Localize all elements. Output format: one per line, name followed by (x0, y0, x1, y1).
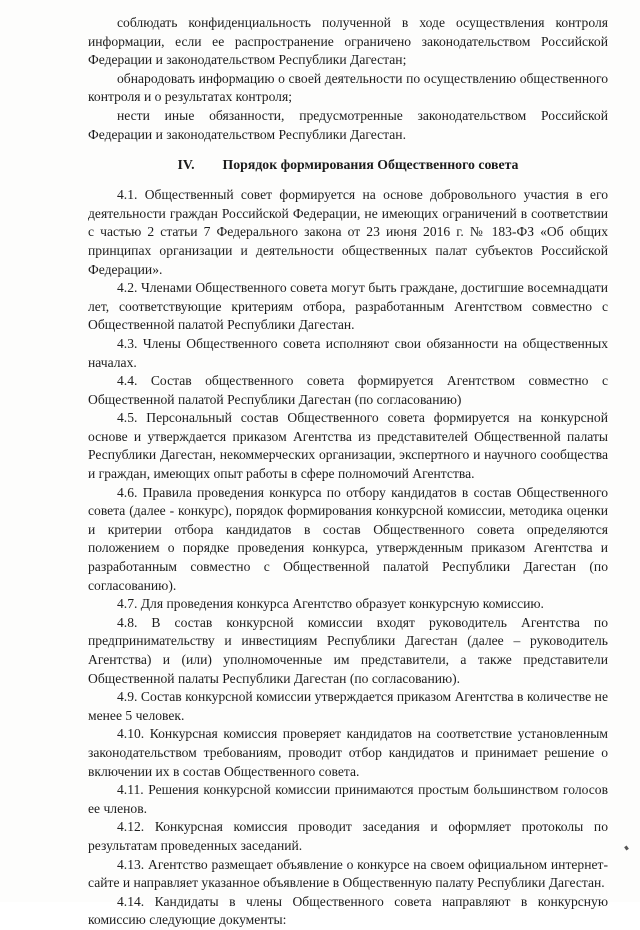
paragraph-4-9: 4.9. Состав конкурсной комиссии утверждается приказом Агентства в количестве не менее 5 человек. (88, 689, 608, 723)
paragraph-4-4: 4.4. Состав общественного совета формируется Агентством совместно с Общественной палатой Республики Дагестан (по согласованию) (88, 373, 608, 407)
paragraph-4-1: 4.1. Общественный совет формируется на основе добровольного участия в его деятельности граждан Российской Федерации, не имеющих ограничений в соответствии с частью 2 статьи 7 Федерального закона от 23 июня 2016 г. № 183-ФЗ «Об общих принципах организации и деятельности общественных палат субъектов Российской Федерации». (88, 187, 608, 277)
paragraph-4-11: 4.11. Решения конкурсной комиссии принимаются простым большинством голосов ее членов. (88, 782, 608, 816)
scan-speck (624, 846, 629, 851)
intro-paragraph-3: нести иные обязанности, предусмотренные законодательством Российской Федерации и законодательством Республики Дагестан. (88, 107, 608, 142)
section-number: IV. (177, 157, 195, 173)
section-heading (88, 156, 608, 174)
paragraph-4-7: 4.7. Для проведения конкурса Агентство образует конкурсную комиссию. (117, 596, 544, 612)
paragraph-4-8: 4.8. В состав конкурсной комиссии входят руководитель Агентства по предпринимательству и инвестициям Республики Дагестан (далее – руководитель Агентства) и (или) уполномоченные им представители, а также представители Общественной палаты Республики Дагестан (по согласованию). (88, 614, 608, 686)
section-title: Порядок формирования Общественного совета (222, 157, 519, 173)
intro-paragraph-2: обнародовать информацию о своей деятельности по осуществлению общественного контроля и о результатах контроля; (88, 70, 608, 105)
paragraph-4-5: 4.5. Персональный состав Общественного совета формируется на конкурсной основе и утверждается приказом Агентства из представителей Общественной палаты Республики Дагестан, некоммерческих организации, экспертного и научного сообщества и граждан, имеющих опыт работы в сфере полномочий Агентства. (88, 410, 608, 482)
paragraph-4-2: 4.2. Членами Общественного совета могут быть граждане, достигшие восемнадцати лет, соответствующие критериям отбора, разработанным Агентством совместно с Общественной палатой Республики Дагестан. (88, 280, 608, 333)
paragraph-4-6: 4.6. Правила проведения конкурса по отбору кандидатов в состав Общественного совета (далее - конкурс), порядок формирования конкурсной комиссии, методика оценки и критерии отбора кандидатов в состав Общественного совета определяются положением о порядке проведения конкурса, утвержденным приказом Агентства и разработанным совместно с Общественной палатой Республики Дагестан (по согласованию). (88, 484, 608, 593)
paragraph-4-12: 4.12. Конкурсная комиссия проводит заседания и оформляет протоколы по результатам проведенных заседаний. (88, 819, 608, 853)
paragraph-4-14: 4.14. Кандидаты в члены Общественного совета направляют в конкурсную комиссию следующие документы: (88, 893, 608, 928)
document-body (88, 14, 608, 930)
paragraph-4-13: 4.13. Агентство размещает объявление о конкурсе на своем официальном интернет-сайте и направляет указанное объявление в Общественную палату Республики Дагестан. (88, 856, 608, 891)
paragraph-4-10: 4.10. Конкурсная комиссия проверяет кандидатов на соответствие установленным законодательством требованиям, проводит отбор кандидатов и принимает решение о включении их в состав Общественного совета. (88, 726, 608, 779)
intro-paragraph-1: соблюдать конфиденциальность полученной в ходе осуществления контроля информации, если ее распространение ограничено законодательством Российской Федерации и законодательством Республики Дагестан; (88, 15, 608, 68)
paragraph-4-3: 4.3. Члены Общественного совета исполняют свои обязанности на общественных началах. (88, 335, 608, 370)
